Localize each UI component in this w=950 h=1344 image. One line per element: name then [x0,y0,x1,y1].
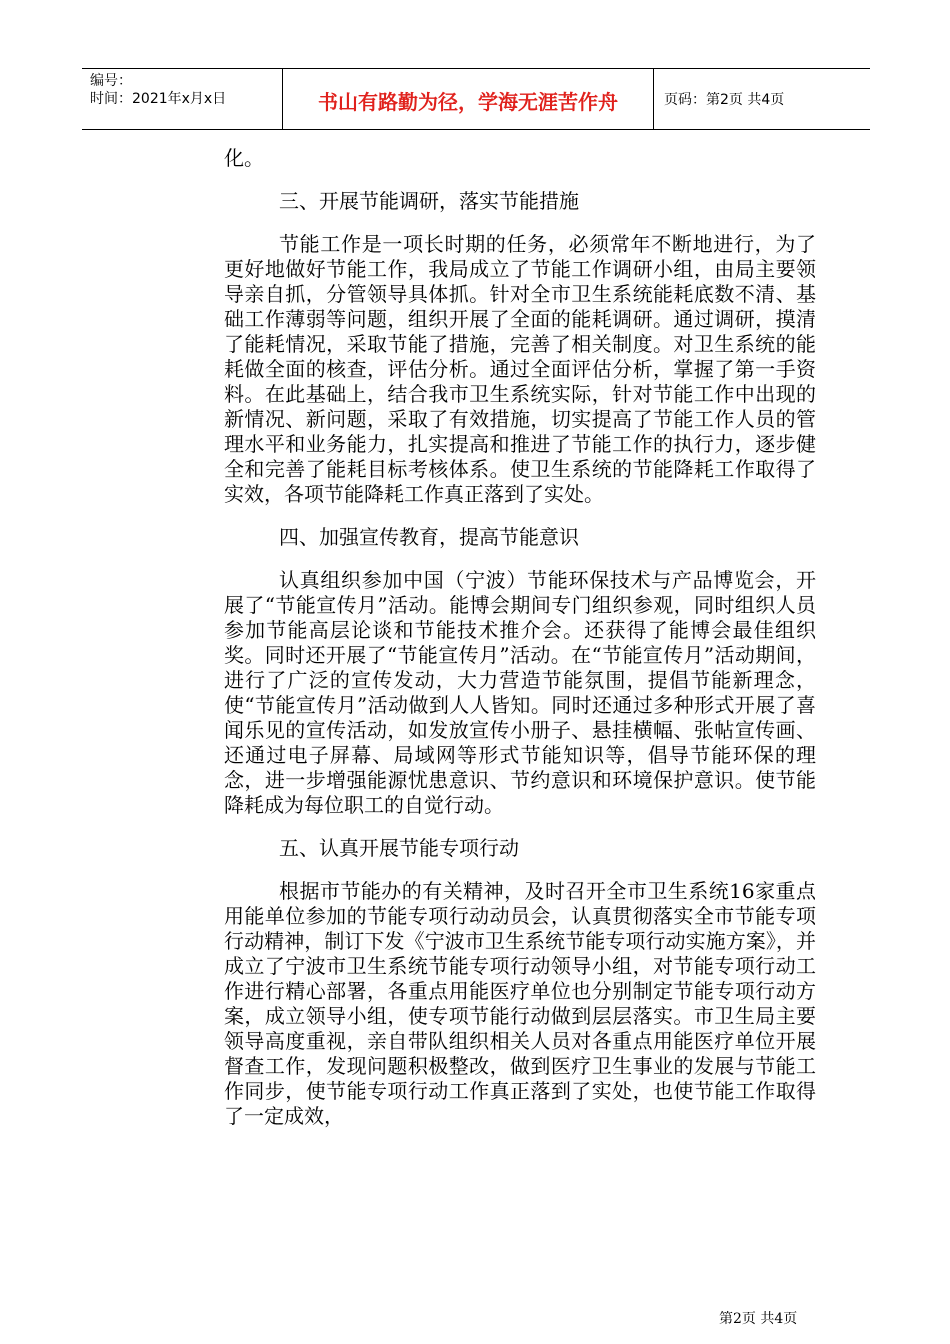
page-header [82,68,870,130]
section-4-paragraph: 认真组织参加中国（宁波）节能环保技术与产品博览会，开展了“节能宣传月”活动。能博会期间专门组织参观，同时组织人员参加节能高层论谈和节能技术推介会。还获得了能博会最佳组织奖。同时还开展了“节能宣传月”活动。在“节能宣传月”活动期间，进行了广泛的宣传发动，大力营造节能氛围，提倡节能新理念，使“节能宣传月”活动做到人人皆知。同时还通过多种形式开展了喜闻乐见的宣传活动，如发放宣传小册子、悬挂横幅、张帖宣传画、还通过电子屏幕、局域网等形式节能知识等，倡导节能环保的理念，进一步增强能源忧患意识、节约意识和环境保护意识。使节能降耗成为每位职工的自觉行动。 [224,568,816,817]
document-number-label: 编号： [90,73,132,89]
header-meta [82,69,283,129]
page-footer: 第2页 共4页 [719,1311,798,1327]
document-body [224,146,816,1129]
section-5-heading: 五、认真开展节能专项行动 [279,836,519,860]
continuation-text: 化。 [224,146,264,170]
document-time-label: 时间：2021年x月x日 [90,91,227,107]
section-5-paragraph: 根据市节能办的有关精神，及时召开全市卫生系统16家重点用能单位参加的节能专项行动动员会，认真贯彻落实全市节能专项行动精神，制订下发《宁波市卫生系统节能专项行动实施方案》，并成立了宁波市卫生系统节能专项行动领导小组，对节能专项行动工作进行精心部署，各重点用能医疗单位也分别制定节能专项行动方案，成立领导小组，使专项节能行动做到层层落实。市卫生局主要领导高度重视，亲自带队组织相关人员对各重点用能医疗单位开展督查工作，发现问题积极整改，做到医疗卫生事业的发展与节能工作同步，使节能专项行动工作真正落到了实处，也使节能工作取得了一定成效， [224,879,816,1128]
header-page-info: 页码：第2页 共4页 [664,92,785,108]
section-3-heading: 三、开展节能调研，落实节能措施 [279,189,579,213]
section-3-paragraph: 节能工作是一项长时期的任务，必须常年不断地进行，为了更好地做好节能工作，我局成立了节能工作调研小组，由局主要领导亲自抓，分管领导具体抓。针对全市卫生系统能耗底数不清、基础工作薄弱等问题，组织开展了全面的能耗调研。通过调研，摸清了能耗情况，采取节能了措施，完善了相关制度。对卫生系统的能耗做全面的核查，评估分析。通过全面评估分析，掌握了第一手资料。在此基础上，结合我市卫生系统实际，针对节能工作中出现的新情况、新问题，采取了有效措施，切实提高了节能工作人员的管理水平和业务能力，扎实提高和推进了节能工作的执行力，逐步健全和完善了能耗目标考核体系。使卫生系统的节能降耗工作取得了实效，各项节能降耗工作真正落到了实处。 [224,232,816,506]
header-motto: 书山有路勤为径，学海无涯苦作舟 [283,69,654,129]
section-4-heading: 四、加强宣传教育，提高节能意识 [279,525,579,549]
